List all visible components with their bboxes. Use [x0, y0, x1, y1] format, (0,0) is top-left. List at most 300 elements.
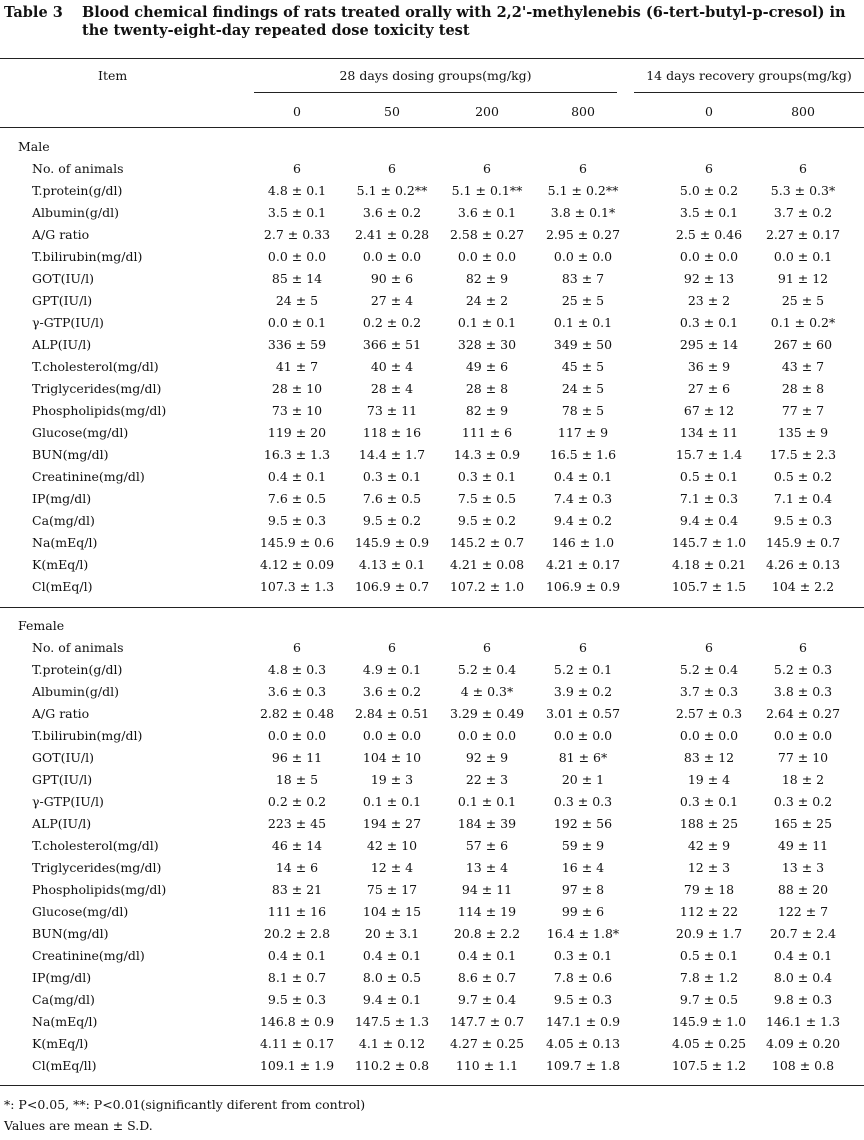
row-item-label: A/G ratio [32, 706, 90, 721]
table-cell: 4.18 ± 0.21 [671, 557, 747, 572]
table-cell: 57 ± 6 [465, 838, 509, 853]
footnote-values: Values are mean ± S.D. [4, 1118, 153, 1133]
table-cell: 6 [799, 161, 807, 176]
table-cell: 3.6 ± 0.3 [267, 684, 327, 699]
table-cell: 4.8 ± 0.3 [267, 662, 327, 677]
section-label-male: Male [18, 139, 50, 154]
table-cell: 111 ± 6 [461, 425, 513, 440]
table-cell: 165 ± 25 [773, 816, 833, 831]
row-item-label: GOT(IU/l) [32, 271, 95, 286]
table-cell: 20.9 ± 1.7 [675, 926, 743, 941]
table-cell: 9.8 ± 0.3 [773, 992, 833, 1007]
table-cell: 267 ± 60 [773, 337, 833, 352]
row-item-label: Triglycerides(mg/dl) [32, 860, 162, 875]
table-cell: 9.4 ± 0.2 [553, 513, 613, 528]
table-cell: 0.0 ± 0.0 [553, 728, 613, 743]
table-cell: 2.95 ± 0.27 [545, 227, 621, 242]
table-cell: 110 ± 1.1 [455, 1058, 519, 1073]
table-cell: 4.27 ± 0.25 [449, 1036, 525, 1051]
table-cell: 12 ± 3 [687, 860, 731, 875]
row-item-label: No. of animals [32, 161, 124, 176]
table-label: Table 3 [4, 4, 63, 21]
row-item-label: Na(mEq/l) [32, 1014, 98, 1029]
table-cell: 20.8 ± 2.2 [453, 926, 521, 941]
table-cell: 75 ± 17 [366, 882, 418, 897]
table-cell: 192 ± 56 [553, 816, 613, 831]
table-cell: 49 ± 6 [465, 359, 509, 374]
table-cell: 2.5 ± 0.46 [675, 227, 743, 242]
table-cell: 19 ± 4 [687, 772, 731, 787]
table-cell: 6 [388, 161, 396, 176]
table-cell: 3.29 ± 0.49 [449, 706, 525, 721]
table-cell: 4.26 ± 0.13 [765, 557, 841, 572]
table-cell: 336 ± 59 [267, 337, 327, 352]
table-cell: 114 ± 19 [457, 904, 517, 919]
table-cell: 0.4 ± 0.1 [457, 948, 517, 963]
table-cell: 145.2 ± 0.7 [449, 535, 525, 550]
table-cell: 28 ± 8 [781, 381, 825, 396]
table-cell: 9.7 ± 0.4 [457, 992, 517, 1007]
row-item-label: Albumin(g/dl) [32, 684, 119, 699]
table-cell: 2.64 ± 0.27 [765, 706, 841, 721]
dose-column-header: 800 [571, 104, 595, 119]
table-top-rule [0, 58, 864, 59]
table-cell: 105.7 ± 1.5 [671, 579, 747, 594]
row-item-label: K(mEq/l) [32, 557, 89, 572]
table-cell: 0.3 ± 0.1 [553, 948, 613, 963]
table-cell: 94 ± 11 [461, 882, 513, 897]
table-cell: 41 ± 7 [275, 359, 319, 374]
table-cell: 119 ± 20 [267, 425, 327, 440]
row-item-label: K(mEq/l) [32, 1036, 89, 1051]
item-column-header: Item [98, 68, 128, 83]
row-item-label: Ca(mg/dl) [32, 513, 95, 528]
row-item-label: Na(mEq/l) [32, 535, 98, 550]
table-cell: 3.5 ± 0.1 [679, 205, 739, 220]
table-cell: 0.3 ± 0.1 [679, 315, 739, 330]
table-cell: 2.58 ± 0.27 [449, 227, 525, 242]
table-cell: 0.1 ± 0.1 [457, 794, 517, 809]
table-cell: 8.0 ± 0.5 [362, 970, 422, 985]
table-cell: 6 [293, 640, 301, 655]
table-cell: 15.7 ± 1.4 [675, 447, 743, 462]
table-cell: 147.7 ± 0.7 [449, 1014, 525, 1029]
dose-column-header: 0 [293, 104, 301, 119]
table-cell: 4.05 ± 0.25 [671, 1036, 747, 1051]
table-cell: 3.8 ± 0.3 [773, 684, 833, 699]
table-cell: 104 ± 2.2 [771, 579, 835, 594]
table-cell: 13 ± 4 [465, 860, 509, 875]
table-cell: 20.2 ± 2.8 [263, 926, 331, 941]
row-item-label: IP(mg/dl) [32, 970, 92, 985]
table-cell: 145.9 ± 0.7 [765, 535, 841, 550]
table-cell: 40 ± 4 [370, 359, 414, 374]
table-cell: 4.11 ± 0.17 [259, 1036, 335, 1051]
table-cell: 4.9 ± 0.1 [362, 662, 422, 677]
table-cell: 28 ± 8 [465, 381, 509, 396]
row-item-label: BUN(mg/dl) [32, 926, 109, 941]
dose-column-header: 0 [705, 104, 713, 119]
table-cell: 83 ± 7 [561, 271, 605, 286]
table-cell: 9.5 ± 0.3 [553, 992, 613, 1007]
row-item-label: A/G ratio [32, 227, 90, 242]
table-cell: 0.0 ± 0.1 [773, 249, 833, 264]
table-cell: 2.7 ± 0.33 [263, 227, 331, 242]
row-item-label: γ-GTP(IU/l) [32, 315, 104, 330]
table-cell: 107.3 ± 1.3 [259, 579, 335, 594]
header-bottom-rule [0, 127, 864, 128]
table-cell: 2.41 ± 0.28 [354, 227, 430, 242]
table-cell: 25 ± 5 [561, 293, 605, 308]
table-cell: 0.3 ± 0.3 [553, 794, 613, 809]
table-cell: 5.2 ± 0.4 [457, 662, 517, 677]
table-cell: 147.1 ± 0.9 [545, 1014, 621, 1029]
table-cell: 92 ± 9 [465, 750, 509, 765]
table-cell: 16.5 ± 1.6 [549, 447, 617, 462]
table-cell: 145.9 ± 0.9 [354, 535, 430, 550]
dose-column-header: 800 [791, 104, 815, 119]
table-cell: 5.1 ± 0.2** [356, 183, 428, 198]
table-cell: 184 ± 39 [457, 816, 517, 831]
table-cell: 0.4 ± 0.1 [362, 948, 422, 963]
table-cell: 43 ± 7 [781, 359, 825, 374]
table-cell: 111 ± 16 [267, 904, 327, 919]
table-cell: 7.1 ± 0.4 [773, 491, 833, 506]
table-cell: 6 [483, 640, 491, 655]
row-item-label: T.cholesterol(mg/dl) [32, 359, 159, 374]
dosing-group-header: 28 days dosing groups(mg/kg) [339, 68, 532, 83]
table-cell: 4 ± 0.3* [460, 684, 514, 699]
table-cell: 2.82 ± 0.48 [259, 706, 335, 721]
table-cell: 16.4 ± 1.8* [546, 926, 620, 941]
row-item-label: T.protein(g/dl) [32, 662, 123, 677]
table-cell: 83 ± 21 [271, 882, 323, 897]
table-cell: 16 ± 4 [561, 860, 605, 875]
table-cell: 117 ± 9 [557, 425, 609, 440]
table-cell: 0.0 ± 0.0 [679, 249, 739, 264]
table-cell: 24 ± 2 [465, 293, 509, 308]
table-cell: 73 ± 10 [271, 403, 323, 418]
table-cell: 27 ± 6 [687, 381, 731, 396]
row-item-label: GOT(IU/l) [32, 750, 95, 765]
table-cell: 78 ± 5 [561, 403, 605, 418]
table-cell: 24 ± 5 [561, 381, 605, 396]
table-cell: 81 ± 6* [558, 750, 608, 765]
table-cell: 0.4 ± 0.1 [773, 948, 833, 963]
table-cell: 0.0 ± 0.0 [457, 728, 517, 743]
table-cell: 0.2 ± 0.2 [362, 315, 422, 330]
table-cell: 7.5 ± 0.5 [457, 491, 517, 506]
table-cell: 4.21 ± 0.17 [545, 557, 621, 572]
table-cell: 9.5 ± 0.3 [773, 513, 833, 528]
table-cell: 106.9 ± 0.7 [354, 579, 430, 594]
row-item-label: ALP(IU/l) [32, 337, 92, 352]
section-divider-rule [0, 607, 864, 608]
row-item-label: T.cholesterol(mg/dl) [32, 838, 159, 853]
table-cell: 106.9 ± 0.9 [545, 579, 621, 594]
table-cell: 194 ± 27 [362, 816, 422, 831]
table-cell: 145.9 ± 1.0 [671, 1014, 747, 1029]
table-cell: 4.8 ± 0.1 [267, 183, 327, 198]
table-cell: 146.8 ± 0.9 [259, 1014, 335, 1029]
table-cell: 0.4 ± 0.1 [267, 469, 327, 484]
table-cell: 109.1 ± 1.9 [259, 1058, 335, 1073]
table-cell: 0.5 ± 0.1 [679, 469, 739, 484]
table-cell: 6 [388, 640, 396, 655]
table-cell: 4.12 ± 0.09 [259, 557, 335, 572]
table-cell: 88 ± 20 [777, 882, 829, 897]
table-cell: 5.3 ± 0.3* [770, 183, 836, 198]
row-item-label: Triglycerides(mg/dl) [32, 381, 162, 396]
table-cell: 328 ± 30 [457, 337, 517, 352]
table-cell: 3.5 ± 0.1 [267, 205, 327, 220]
section-label-female: Female [18, 618, 65, 633]
table-cell: 45 ± 5 [561, 359, 605, 374]
table-cell: 134 ± 11 [679, 425, 739, 440]
table-cell: 108 ± 0.8 [771, 1058, 835, 1073]
table-cell: 0.4 ± 0.1 [553, 469, 613, 484]
recovery-group-rule [634, 92, 864, 93]
row-item-label: GPT(IU/l) [32, 293, 93, 308]
row-item-label: BUN(mg/dl) [32, 447, 109, 462]
table-cell: 59 ± 9 [561, 838, 605, 853]
table-cell: 8.0 ± 0.4 [773, 970, 833, 985]
table-cell: 0.0 ± 0.0 [773, 728, 833, 743]
table-cell: 6 [799, 640, 807, 655]
recovery-group-header: 14 days recovery groups(mg/kg) [646, 68, 852, 83]
table-cell: 82 ± 9 [465, 271, 509, 286]
footnote-significance: *: P<0.05, **: P<0.01(significantly diferent from control) [4, 1097, 366, 1112]
table-cell: 104 ± 10 [362, 750, 422, 765]
table-cell: 6 [579, 640, 587, 655]
table-cell: 0.1 ± 0.1 [553, 315, 613, 330]
table-cell: 6 [705, 640, 713, 655]
table-cell: 0.0 ± 0.0 [679, 728, 739, 743]
table-cell: 23 ± 2 [687, 293, 731, 308]
table-cell: 188 ± 25 [679, 816, 739, 831]
table-cell: 7.6 ± 0.5 [267, 491, 327, 506]
table-cell: 4.09 ± 0.20 [765, 1036, 841, 1051]
table-cell: 4.13 ± 0.1 [358, 557, 426, 572]
table-cell: 9.5 ± 0.2 [362, 513, 422, 528]
table-cell: 145.7 ± 1.0 [671, 535, 747, 550]
table-cell: 67 ± 12 [683, 403, 735, 418]
table-cell: 0.0 ± 0.0 [457, 249, 517, 264]
table-cell: 107.2 ± 1.0 [449, 579, 525, 594]
table-cell: 17.5 ± 2.3 [769, 447, 837, 462]
table-cell: 14.3 ± 0.9 [453, 447, 521, 462]
table-cell: 135 ± 9 [777, 425, 829, 440]
row-item-label: γ-GTP(IU/l) [32, 794, 104, 809]
table-cell: 3.7 ± 0.2 [773, 205, 833, 220]
table-cell: 107.5 ± 1.2 [671, 1058, 747, 1073]
table-cell: 0.3 ± 0.2 [773, 794, 833, 809]
table-cell: 3.9 ± 0.2 [553, 684, 613, 699]
table-cell: 366 ± 51 [362, 337, 422, 352]
table-cell: 96 ± 11 [271, 750, 323, 765]
table-cell: 5.1 ± 0.1** [451, 183, 523, 198]
table-cell: 147.5 ± 1.3 [354, 1014, 430, 1029]
table-cell: 5.2 ± 0.4 [679, 662, 739, 677]
row-item-label: T.bilirubin(mg/dl) [32, 249, 143, 264]
table-cell: 146.1 ± 1.3 [765, 1014, 841, 1029]
row-item-label: T.bilirubin(mg/dl) [32, 728, 143, 743]
table-cell: 110.2 ± 0.8 [354, 1058, 430, 1073]
table-cell: 9.4 ± 0.1 [362, 992, 422, 1007]
table-cell: 7.8 ± 0.6 [553, 970, 613, 985]
table-title: Blood chemical findings of rats treated orally with 2,2'-methylenebis (6-tert-butyl-p-cresol) in the twenty-eight-day repeated dose toxicity test [82, 4, 846, 39]
row-item-label: No. of animals [32, 640, 124, 655]
table-cell: 0.1 ± 0.1 [362, 794, 422, 809]
dose-column-header: 50 [384, 104, 400, 119]
table-cell: 4.21 ± 0.08 [449, 557, 525, 572]
table-cell: 0.5 ± 0.2 [773, 469, 833, 484]
table-cell: 7.4 ± 0.3 [553, 491, 613, 506]
table-cell: 42 ± 9 [687, 838, 731, 853]
table-cell: 3.6 ± 0.1 [457, 205, 517, 220]
table-cell: 3.8 ± 0.1* [550, 205, 616, 220]
table-cell: 99 ± 6 [561, 904, 605, 919]
table-cell: 146 ± 1.0 [551, 535, 615, 550]
table-cell: 83 ± 12 [683, 750, 735, 765]
table-cell: 109.7 ± 1.8 [545, 1058, 621, 1073]
table-cell: 7.6 ± 0.5 [362, 491, 422, 506]
table-cell: 4.1 ± 0.12 [358, 1036, 426, 1051]
table-cell: 112 ± 22 [679, 904, 739, 919]
table-cell: 82 ± 9 [465, 403, 509, 418]
table-cell: 0.0 ± 0.0 [267, 249, 327, 264]
table-cell: 145.9 ± 0.6 [259, 535, 335, 550]
row-item-label: IP(mg/dl) [32, 491, 92, 506]
table-cell: 349 ± 50 [553, 337, 613, 352]
dose-column-header: 200 [475, 104, 499, 119]
table-cell: 0.1 ± 0.1 [457, 315, 517, 330]
table-cell: 4.05 ± 0.13 [545, 1036, 621, 1051]
table-cell: 22 ± 3 [465, 772, 509, 787]
table-cell: 13 ± 3 [781, 860, 825, 875]
row-item-label: Albumin(g/dl) [32, 205, 119, 220]
table-cell: 97 ± 8 [561, 882, 605, 897]
table-cell: 16.3 ± 1.3 [263, 447, 331, 462]
table-cell: 0.0 ± 0.0 [362, 728, 422, 743]
table-cell: 3.01 ± 0.57 [545, 706, 621, 721]
table-cell: 7.8 ± 1.2 [679, 970, 739, 985]
table-cell: 223 ± 45 [267, 816, 327, 831]
table-cell: 27 ± 4 [370, 293, 414, 308]
table-cell: 0.3 ± 0.1 [457, 469, 517, 484]
table-cell: 92 ± 13 [683, 271, 735, 286]
row-item-label: Cl(mEq/ll) [32, 1058, 97, 1073]
row-item-label: GPT(IU/l) [32, 772, 93, 787]
table-cell: 28 ± 4 [370, 381, 414, 396]
table-cell: 79 ± 18 [683, 882, 735, 897]
table-cell: 3.6 ± 0.2 [362, 205, 422, 220]
table-cell: 0.0 ± 0.0 [362, 249, 422, 264]
table-cell: 5.2 ± 0.3 [773, 662, 833, 677]
table-cell: 6 [293, 161, 301, 176]
table-cell: 0.3 ± 0.1 [679, 794, 739, 809]
table-cell: 9.7 ± 0.5 [679, 992, 739, 1007]
table-cell: 46 ± 14 [271, 838, 323, 853]
table-cell: 14 ± 6 [275, 860, 319, 875]
row-item-label: Phospholipids(mg/dl) [32, 882, 167, 897]
table-cell: 18 ± 2 [781, 772, 825, 787]
table-cell: 20 ± 1 [561, 772, 605, 787]
table-cell: 91 ± 12 [777, 271, 829, 286]
dosing-group-rule [254, 92, 617, 93]
table-cell: 0.0 ± 0.0 [553, 249, 613, 264]
table-cell: 0.0 ± 0.0 [267, 728, 327, 743]
table-cell: 118 ± 16 [362, 425, 422, 440]
table-cell: 25 ± 5 [781, 293, 825, 308]
table-cell: 6 [705, 161, 713, 176]
table-cell: 3.7 ± 0.3 [679, 684, 739, 699]
table-cell: 20 ± 3.1 [364, 926, 420, 941]
row-item-label: Cl(mEq/l) [32, 579, 93, 594]
table-cell: 42 ± 10 [366, 838, 418, 853]
table-cell: 14.4 ± 1.7 [358, 447, 426, 462]
table-cell: 122 ± 7 [777, 904, 829, 919]
table-cell: 5.0 ± 0.2 [679, 183, 739, 198]
table-cell: 0.0 ± 0.1 [267, 315, 327, 330]
table-cell: 5.1 ± 0.2** [547, 183, 619, 198]
table-cell: 6 [483, 161, 491, 176]
table-cell: 0.1 ± 0.2* [770, 315, 836, 330]
table-cell: 0.3 ± 0.1 [362, 469, 422, 484]
table-cell: 12 ± 4 [370, 860, 414, 875]
table-cell: 104 ± 15 [362, 904, 422, 919]
row-item-label: Creatinine(mg/dl) [32, 469, 145, 484]
table-cell: 9.5 ± 0.2 [457, 513, 517, 528]
table-cell: 28 ± 10 [271, 381, 323, 396]
table-cell: 3.6 ± 0.2 [362, 684, 422, 699]
table-cell: 6 [579, 161, 587, 176]
table-cell: 2.84 ± 0.51 [354, 706, 430, 721]
table-cell: 20.7 ± 2.4 [769, 926, 837, 941]
table-cell: 77 ± 7 [781, 403, 825, 418]
row-item-label: Glucose(mg/dl) [32, 904, 129, 919]
table-cell: 0.2 ± 0.2 [267, 794, 327, 809]
table-cell: 8.6 ± 0.7 [457, 970, 517, 985]
table-cell: 19 ± 3 [370, 772, 414, 787]
table-cell: 7.1 ± 0.3 [679, 491, 739, 506]
table-cell: 8.1 ± 0.7 [267, 970, 327, 985]
table-cell: 2.27 ± 0.17 [765, 227, 841, 242]
table-cell: 9.5 ± 0.3 [267, 992, 327, 1007]
row-item-label: T.protein(g/dl) [32, 183, 123, 198]
table-cell: 0.5 ± 0.1 [679, 948, 739, 963]
table-cell: 73 ± 11 [366, 403, 418, 418]
table-cell: 49 ± 11 [777, 838, 829, 853]
row-item-label: Phospholipids(mg/dl) [32, 403, 167, 418]
table-cell: 36 ± 9 [687, 359, 731, 374]
table-cell: 9.4 ± 0.4 [679, 513, 739, 528]
table-cell: 9.5 ± 0.3 [267, 513, 327, 528]
table-cell: 5.2 ± 0.1 [553, 662, 613, 677]
table-cell: 0.4 ± 0.1 [267, 948, 327, 963]
row-item-label: Glucose(mg/dl) [32, 425, 129, 440]
table-cell: 2.57 ± 0.3 [675, 706, 743, 721]
table-cell: 24 ± 5 [275, 293, 319, 308]
table-cell: 18 ± 5 [275, 772, 319, 787]
table-cell: 295 ± 14 [679, 337, 739, 352]
table-cell: 85 ± 14 [271, 271, 323, 286]
table-cell: 77 ± 10 [777, 750, 829, 765]
row-item-label: ALP(IU/l) [32, 816, 92, 831]
table-cell: 90 ± 6 [370, 271, 414, 286]
row-item-label: Ca(mg/dl) [32, 992, 95, 1007]
table-bottom-rule [0, 1085, 864, 1086]
